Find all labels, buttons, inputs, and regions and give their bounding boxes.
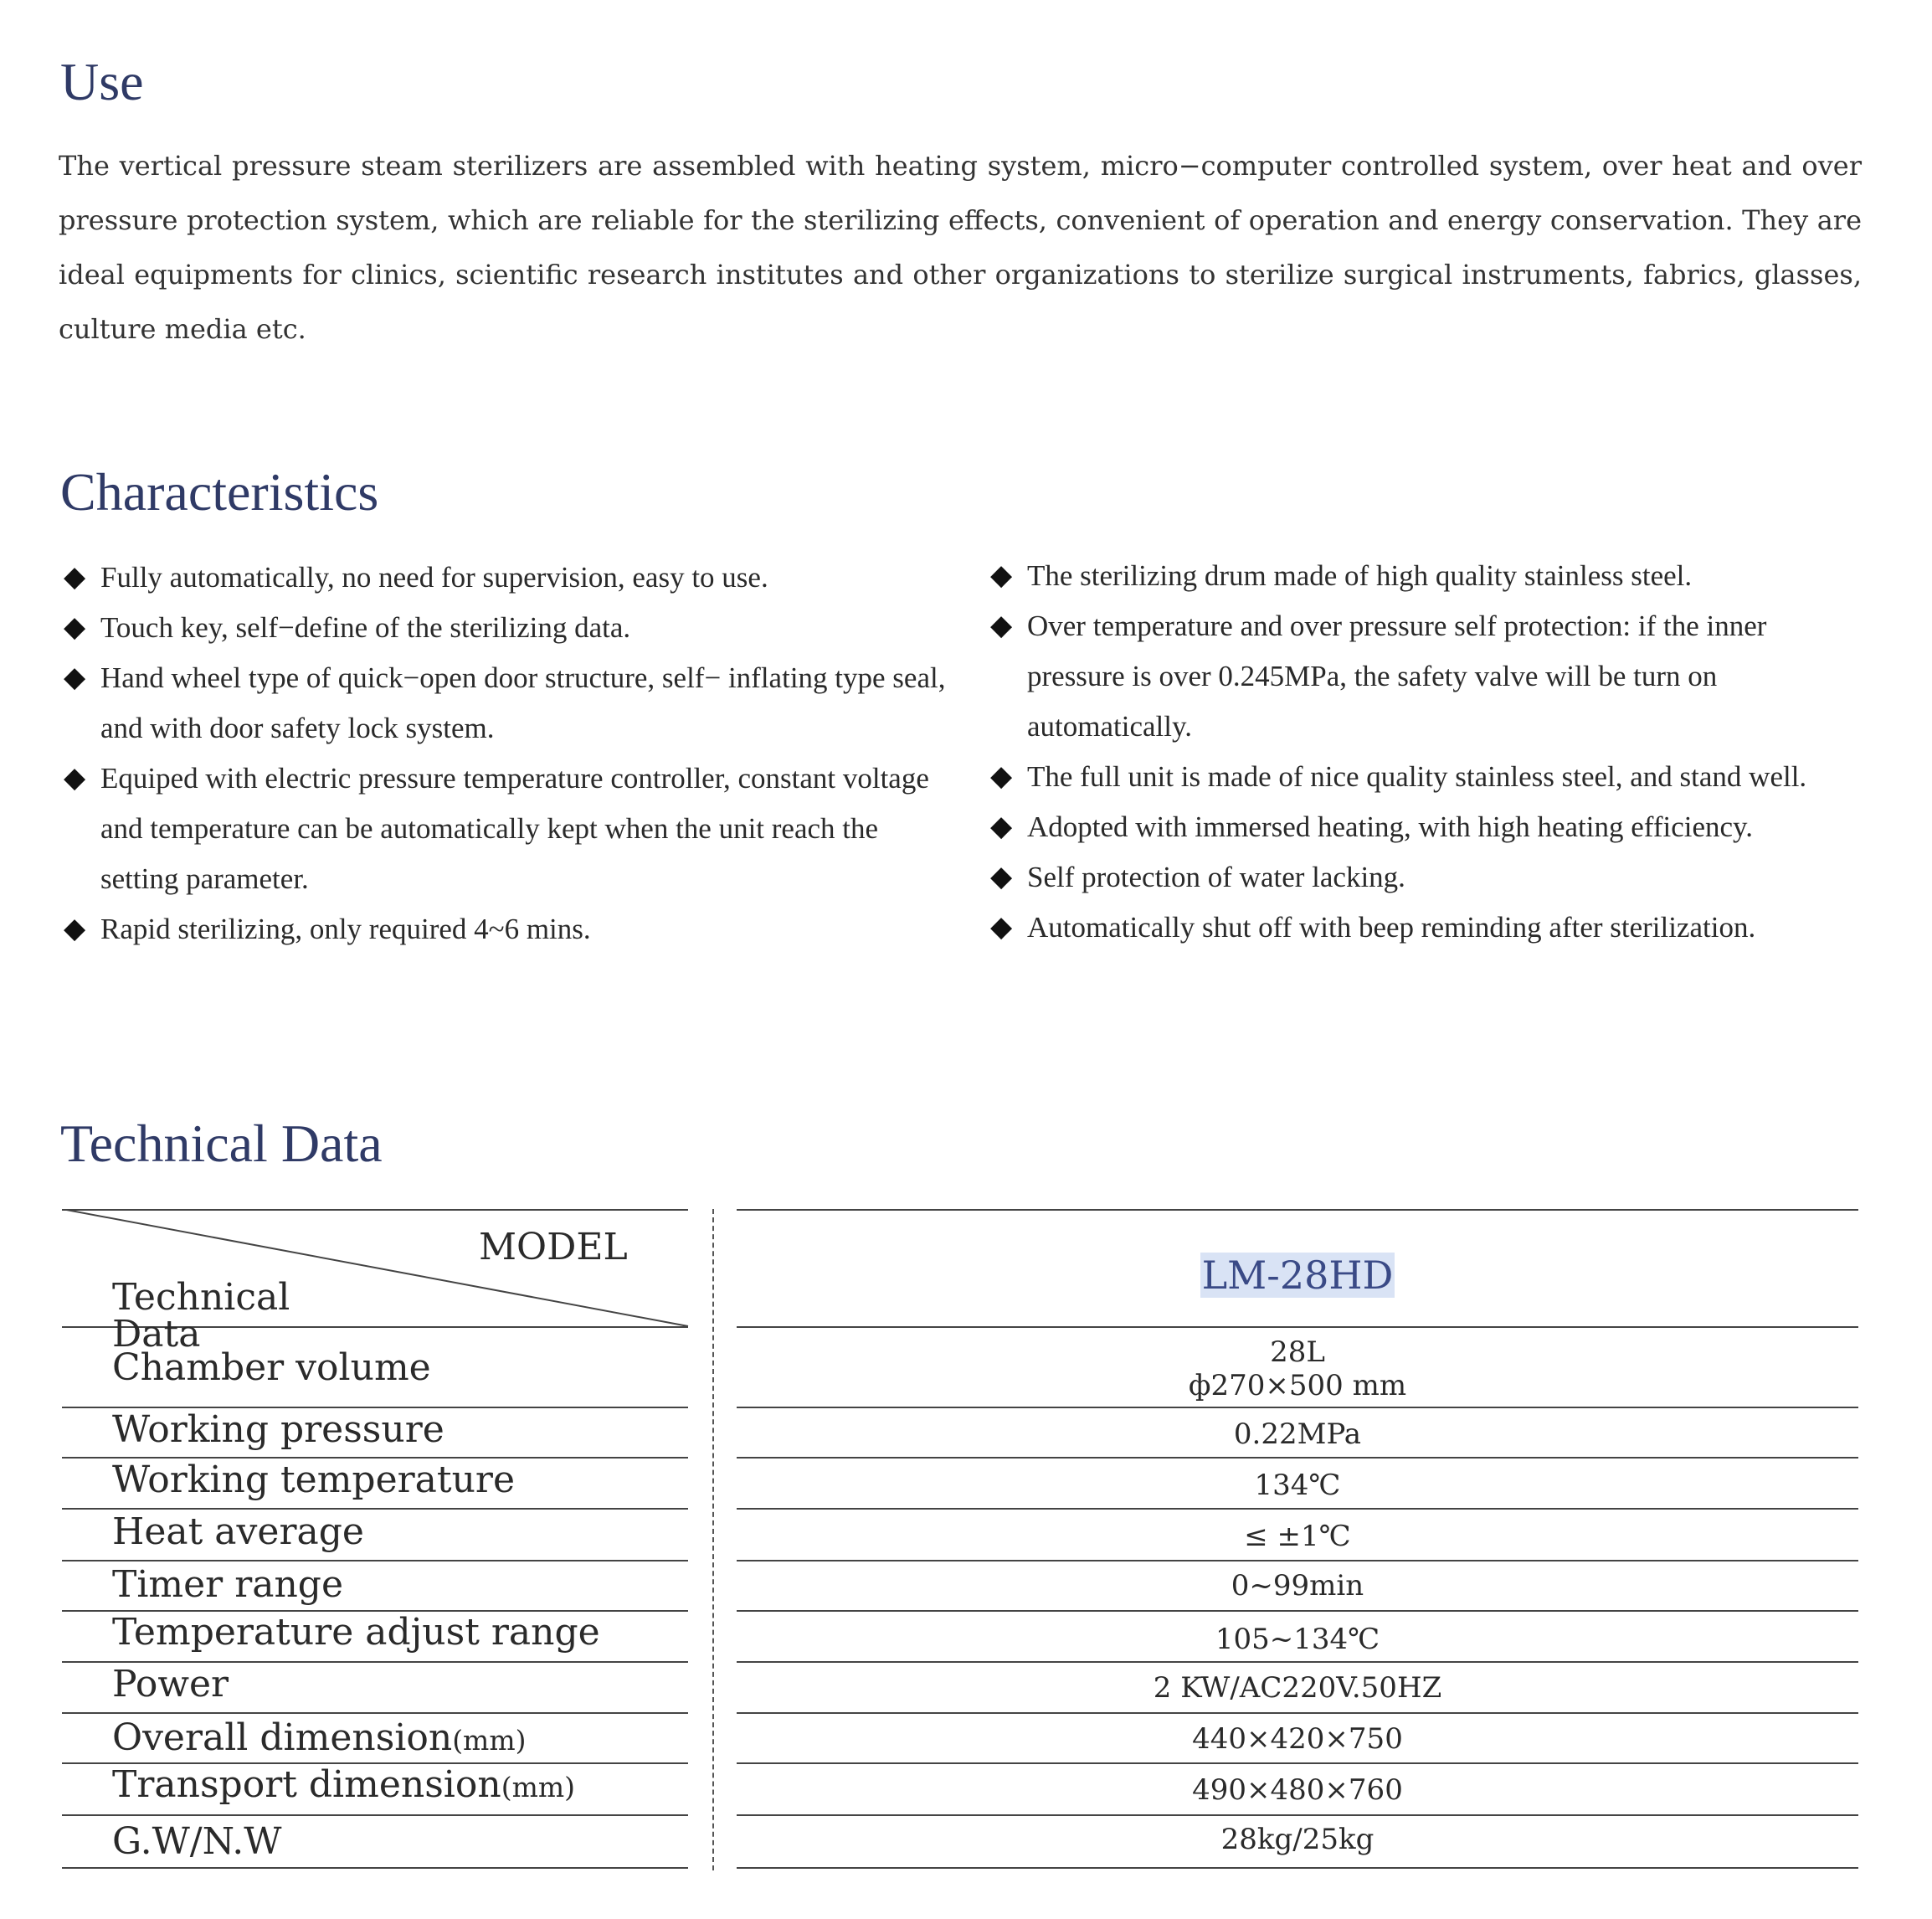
row-value-working-temperature: 134℃ <box>1254 1469 1341 1502</box>
row-value-chamber-size: ф270×500 mm <box>1188 1369 1407 1402</box>
list-item <box>990 802 1861 852</box>
row-value-timer-range: 0~99min <box>1231 1569 1364 1603</box>
table-rule <box>737 1814 1858 1816</box>
list-item <box>64 653 959 754</box>
list-item <box>990 551 1861 601</box>
table-rule <box>737 1457 1858 1459</box>
table-rule <box>737 1209 1858 1211</box>
table-rule <box>737 1560 1858 1561</box>
table-rule <box>737 1508 1858 1510</box>
row-value-gw-nw: 28kg/25kg <box>1220 1823 1374 1856</box>
diamond-bullet-icon: ◆ <box>64 662 86 693</box>
table-rule <box>737 1661 1858 1663</box>
diamond-bullet-icon: ◆ <box>64 612 86 643</box>
diamond-bullet-icon: ◆ <box>990 811 1013 842</box>
list-item <box>64 754 959 904</box>
list-item <box>990 852 1861 903</box>
diamond-bullet-icon: ◆ <box>64 562 86 593</box>
diamond-bullet-icon: ◆ <box>990 912 1013 943</box>
row-value-temperature-adjust-range: 105~134℃ <box>1215 1623 1380 1656</box>
row-label-chamber-volume: Chamber volume <box>112 1346 431 1389</box>
row-label-temperature-adjust-range: Temperature adjust range <box>112 1611 600 1654</box>
diamond-bullet-icon: ◆ <box>64 763 86 794</box>
row-label-unit: (mm) <box>452 1724 527 1757</box>
list-item-text: Rapid sterilizing, only required 4~6 mins. <box>100 913 591 945</box>
row-value-chamber-volume: 28L <box>1270 1335 1325 1369</box>
list-item-text: Equiped with electric pressure temperature controller, constant voltage and temperature can be automatically kept when the unit reach the setting parameter. <box>100 762 929 895</box>
use-paragraph: The vertical pressure steam sterilizers are assembled with heating system, micro−computer controlled system, over heat and over pressure protection system, which are reliable for the sterilizing effects, convenient of operation and energy conservation. They are ideal equipments for clinics, scientific research institutes and other organizations to sterilize surgical instruments, fabrics, glasses, culture media etc. <box>59 150 1862 345</box>
list-item-text: Touch key, self−define of the sterilizing data. <box>100 611 631 644</box>
characteristics-heading: Characteristics <box>60 462 379 522</box>
list-item-text: Self protection of water lacking. <box>1027 861 1405 893</box>
row-value-transport-dimension: 490×480×760 <box>1192 1773 1403 1807</box>
characteristics-left-list <box>64 553 959 954</box>
table-rule <box>737 1762 1858 1764</box>
row-value-power: 2 KW/AC220V.50HZ <box>1153 1671 1442 1705</box>
use-heading: Use <box>60 52 144 111</box>
list-item-text: Over temperature and over pressure self protection: if the inner pressure is over 0.245MPa, the safety valve will be turn on automatically. <box>1027 610 1767 743</box>
row-label-unit: (mm) <box>501 1771 576 1803</box>
row-label-gw-nw: G.W/N.W <box>112 1820 282 1863</box>
row-label-power: Power <box>112 1663 229 1705</box>
list-item <box>64 904 959 954</box>
row-value-working-pressure: 0.22MPa <box>1233 1417 1362 1451</box>
technical-data-heading: Technical Data <box>60 1114 383 1173</box>
table-rule <box>62 1814 688 1816</box>
header-model-label: MODEL <box>479 1226 628 1268</box>
list-item-text: The full unit is made of nice quality stainless steel, and stand well. <box>1027 760 1807 793</box>
table-rule <box>62 1712 688 1714</box>
list-item-text: Hand wheel type of quick−open door structure, self− inflating type seal, and with door safety lock system. <box>100 661 946 744</box>
row-label-working-temperature: Working temperature <box>112 1459 515 1501</box>
column-divider <box>712 1209 714 1870</box>
diamond-bullet-icon: ◆ <box>990 610 1013 641</box>
row-value-overall-dimension: 440×420×750 <box>1192 1722 1403 1756</box>
row-label-working-pressure: Working pressure <box>112 1408 444 1451</box>
list-item-text: Automatically shut off with beep reminding after sterilization. <box>1027 911 1756 944</box>
header-technical-data-label: Technical Data <box>112 1276 290 1356</box>
list-item <box>64 553 959 603</box>
characteristics-right-list <box>990 551 1861 953</box>
row-label-transport-dimension: Transport dimension(mm) <box>112 1763 576 1806</box>
table-rule <box>62 1560 688 1561</box>
list-item <box>990 601 1861 752</box>
table-rule <box>737 1712 1858 1714</box>
list-item-text: Adopted with immersed heating, with high heating efficiency. <box>1027 810 1754 843</box>
row-label-timer-range: Timer range <box>112 1563 344 1606</box>
row-value-heat-average: ≤ ±1℃ <box>1244 1520 1351 1553</box>
table-rule <box>62 1508 688 1510</box>
diamond-bullet-icon: ◆ <box>64 913 86 944</box>
table-rule <box>737 1407 1858 1408</box>
list-item-text: The sterilizing drum made of high quality stainless steel. <box>1027 559 1693 592</box>
diamond-bullet-icon: ◆ <box>990 761 1013 792</box>
table-rule <box>737 1326 1858 1328</box>
row-label-overall-dimension: Overall dimension(mm) <box>112 1716 527 1759</box>
diamond-bullet-icon: ◆ <box>990 560 1013 591</box>
model-name <box>737 1253 1858 1298</box>
model-name-text: LM-28HD <box>1201 1253 1394 1298</box>
list-item <box>990 903 1861 953</box>
table-rule <box>737 1867 1858 1869</box>
diamond-bullet-icon: ◆ <box>990 862 1013 893</box>
list-item-text: Fully automatically, no need for supervision, easy to use. <box>100 561 768 594</box>
list-item <box>990 752 1861 802</box>
table-rule <box>737 1610 1858 1612</box>
row-label-heat-average: Heat average <box>112 1510 364 1553</box>
table-rule <box>62 1867 688 1869</box>
list-item <box>64 603 959 653</box>
